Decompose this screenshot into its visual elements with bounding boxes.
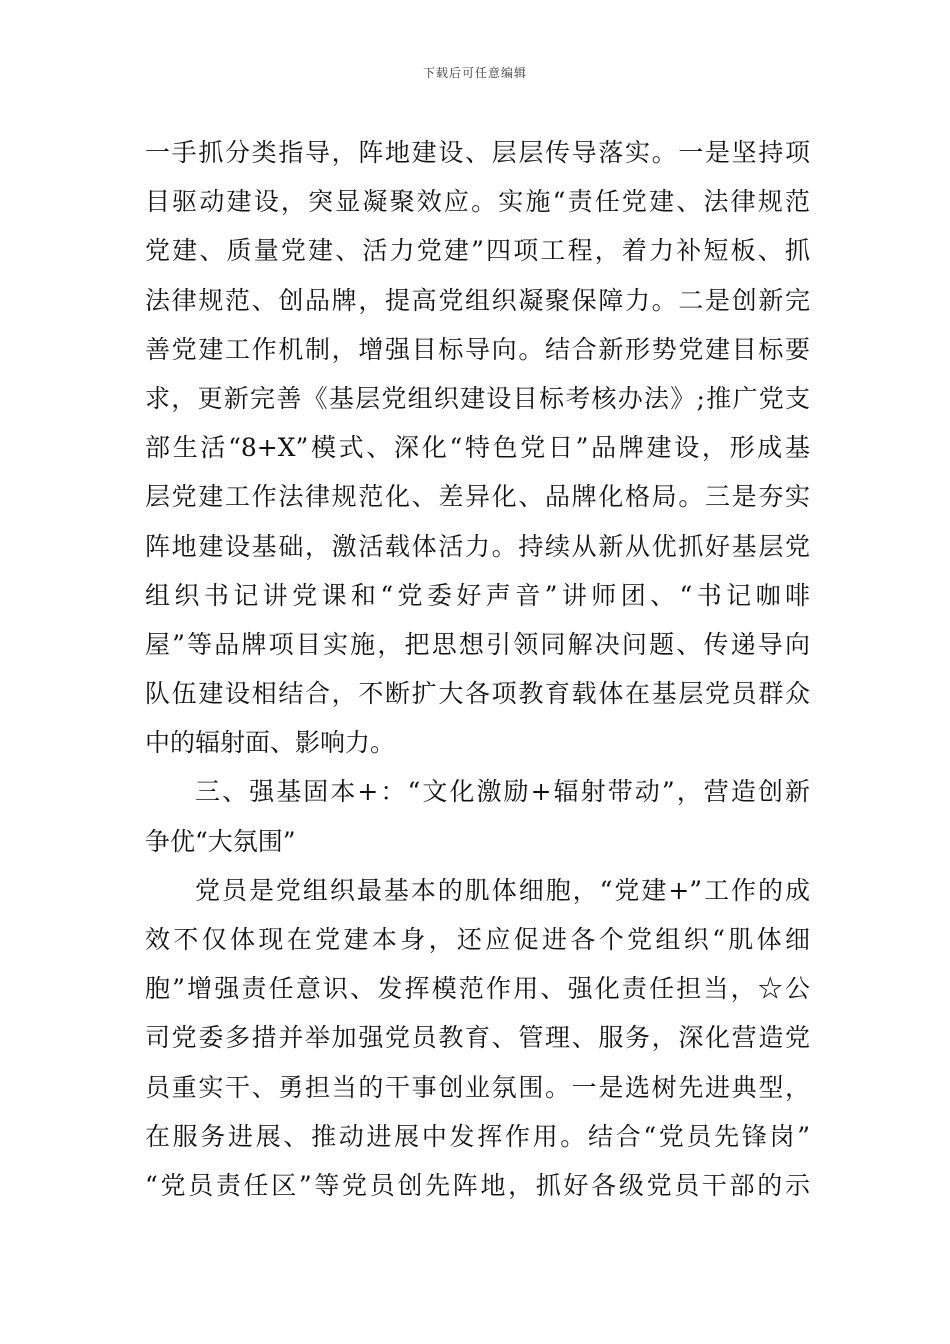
text-line: 中的辐射面、影响力。 [145, 728, 396, 758]
text-line: 求，更新完善《基层党组织建设目标考核办法》;推广党支 [145, 383, 810, 413]
body-text [145, 128, 810, 1210]
section-heading-line: 三、强基固本+：“文化激励+辐射带动”，营造创新 [195, 777, 810, 807]
text-line: 在服务进展、推动进展中发挥作用。结合“党员先锋岗” [145, 1121, 810, 1151]
text-line: 党员是党组织最基本的肌体细胞，“党建+”工作的成 [195, 875, 810, 905]
text-line: 胞”增强责任意识、发挥模范作用、强化责任担当，☆公 [145, 974, 810, 1004]
text-line: 司党委多措并举加强党员教育、管理、服务，深化营造党 [145, 1023, 810, 1053]
text-line: 员重实干、勇担当的干事创业氛围。一是选树先进典型， [145, 1072, 810, 1102]
text-line: 党建、质量党建、活力党建”四项工程，着力补短板、抓 [145, 236, 810, 266]
text-line: 效不仅体现在党建本身，还应促进各个党组织“肌体细 [145, 925, 810, 954]
text-line: 组织书记讲党课和“党委好声音”讲师团、“书记咖啡 [145, 580, 810, 610]
text-line: 善党建工作机制，增强目标导向。结合新形势党建目标要 [145, 334, 810, 364]
text-line: 目驱动建设，突显凝聚效应。实施“责任党建、法律规范 [145, 187, 810, 217]
header-note: 下载后可任意编辑 [422, 66, 527, 80]
text-line: 队伍建设相结合，不断扩大各项教育载体在基层党员群众 [145, 679, 810, 709]
text-line: 法律规范、创品牌，提高党组织凝聚保障力。二是创新完 [145, 285, 810, 315]
text-line: 一手抓分类指导，阵地建设、层层传导落实。一是坚持项 [145, 138, 810, 167]
text-line: 部生活“8+X”模式、深化“特色党日”品牌建设，形成基 [145, 433, 810, 463]
text-line: 阵地建设基础，激活载体活力。持续从新从优抓好基层党 [145, 531, 810, 561]
section-heading-line: 争优“大氛围” [145, 826, 296, 856]
text-line: 屋”等品牌项目实施，把思想引领同解决问题、传递导向 [145, 629, 810, 659]
text-line: 层党建工作法律规范化、差异化、品牌化格局。三是夯实 [145, 482, 810, 512]
text-line: “党员责任区”等党员创先阵地，抓好各级党员干部的示 [145, 1170, 810, 1200]
